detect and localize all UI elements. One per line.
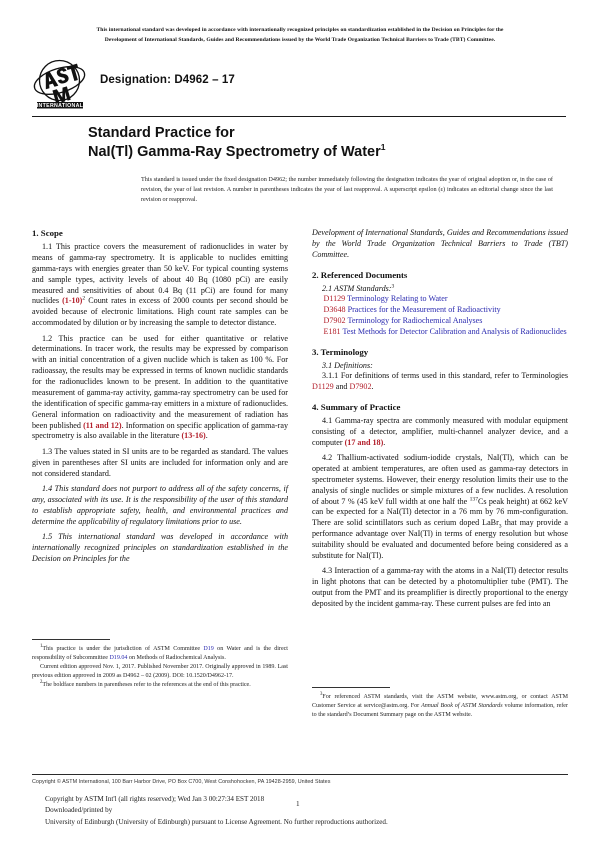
title-line-1: Standard Practice for (88, 125, 235, 141)
section-heading-summary-of-practice: 4. Summary of Practice (312, 401, 401, 412)
footnote-1 (32, 645, 288, 663)
ref-1-10[interactable]: (1-10) (62, 296, 83, 306)
footnote-3-text-a: For referenced ASTM standards, visit the ASTM website, www.astm.org, or contact ASTM Customer Service at service@astm.org. For (312, 694, 568, 709)
list-item[interactable] (312, 327, 568, 338)
footnote-1-text-b: on Water and is the direct responsibility of Subcommittee (32, 646, 288, 661)
subheading-3-1 (312, 361, 568, 370)
p-1-2-text-c: . (205, 431, 208, 441)
paragraph-3-1-1 (312, 371, 568, 393)
p-1-1-text-b: Count rates in excess of 2000 counts per second should be avoided because of electronic limitations. High count rate samples can be accommodated by dilution or by increasing the sample to detector distance. (32, 296, 288, 328)
page-number: 1 (296, 800, 300, 808)
paragraph-1-4: 1.4 This standard does not purport to address all of the safety concerns, if any, associated with its use. It is the responsibility of the user of this standard to establish appropriate safety, health, and environmental practices and determine the applicability of regulatory limitations prior to use. (32, 483, 288, 526)
ref-standard-title[interactable]: Terminology for Radiochemical Analyses (347, 316, 483, 326)
list-item[interactable] (312, 294, 568, 305)
paragraph-4-1 (312, 416, 568, 449)
footnote-1-marker: 1 (40, 643, 43, 649)
p-3-1-1-text-b: and (333, 382, 350, 391)
masthead-divider (32, 116, 566, 117)
license-line-3: University of Edinburgh (University of Edinburgh) pursuant to License Agreement. No further reproductions authorized. (45, 817, 388, 826)
p-3-1-1-text-a: 3.1.1 For definitions of terms used in this standard, refer to Terminologies (322, 371, 568, 381)
copyright-notice: Copyright © ASTM International, 100 Barr Harbor Drive, PO Box C700, West Conshohocken, PA 19428-2959, United States (32, 779, 331, 785)
footnote-edition: Current edition approved Nov. 1, 2017. Published November 2017. Originally approved in 1989. Last previous edition approved in 2009 as D4962 – 02 (2009). DOI: 10.1520/D4962-17. (32, 664, 288, 679)
subheading-3-1-label: 3.1 Definitions: (322, 361, 373, 371)
p-4-2-text-c: that may provide a performance advantage over NaI(Tl) in terms of energy resolution but whose suitability should be evaluated and documented before being considered as a substitute for NaI(Tl). (312, 518, 568, 560)
svg-text:INTERNATIONAL: INTERNATIONAL (36, 103, 84, 109)
ref-11-and-12[interactable]: (11 and 12) (83, 420, 122, 430)
referenced-standards-list (312, 294, 568, 339)
footnote-3-italic-title: Annual Book of ASTM Standards (421, 702, 503, 709)
footnote-marker-3: 3 (391, 282, 395, 289)
link-terminology-d1129[interactable]: D1129 (312, 382, 334, 391)
title-footnote-marker: 1 (380, 142, 386, 153)
isotope-mass-number: 137 (469, 495, 478, 502)
right-footnotes-block (312, 680, 568, 720)
footnote-2-marker: 2 (40, 680, 43, 686)
body-columns (32, 228, 568, 748)
p-4-2-text-b: Cs peak height) at 662 keV can be expected for a NaI(Tl) detector in a 76 mm by 76 mm-configuration. There are solid scintillators such as cerium doped LaBr (312, 496, 568, 528)
license-line-2: Downloaded/printed by (45, 806, 113, 815)
ref-standard-id[interactable]: D7902 (323, 316, 346, 326)
footnote-3-text-b: volume information, refer to the standard’s Document Summary page on the ASTM website. (312, 702, 568, 718)
footnote-divider-left (32, 639, 110, 640)
link-terminology-d7902[interactable]: D7902 (349, 382, 372, 391)
paragraph-1-5-continuation: Development of International Standards, Guides and Recommendations issued by the World Trade Organization Technical Barriers to Trade (TBT) Committee. (312, 228, 568, 259)
p-1-2-text-a: 1.2 This practice can be used for either quantitative or relative determinations. In tracer work, the results may be expressed by comparison with an initial concentration of a given nuclide which is taken as 100 %. For radioassay, the results may be expressed in terms of known nuclidic standards for the radionuclides known to be present. In addition to the quantitative measurement of gamma-ray activity, gamma-ray spectrometry can be used for the identification of specific gamma-ray emitters in a mixture of radionuclides. General information on radioactivity and the measurement of radiation has been published (32, 333, 288, 430)
list-item[interactable] (312, 305, 568, 316)
tbt-banner (34, 26, 566, 45)
footnote-1-text-a: This practice is under the jurisdiction of ASTM Committee (42, 646, 204, 652)
footer-divider (32, 774, 568, 775)
issue-note: This standard is issued under the fixed designation D4962; the number immediately following the designation indicates the year of original adoption or, in the case of revision, the year of last revision. A number in parentheses indicates the year of last reapproval. A superscript epsilon (ε) indicates an editorial change since the last revision or reapproval. (141, 175, 553, 203)
right-column (312, 228, 568, 718)
list-item[interactable] (312, 316, 568, 327)
page-title (88, 124, 566, 163)
p-3-1-1-text-c: . (371, 382, 374, 391)
footnote-3-marker: 3 (320, 691, 323, 697)
ref-standard-id[interactable]: E181 (323, 327, 341, 337)
designation-label: Designation: D4962 – 17 (100, 74, 235, 86)
p-4-1-text-b: . (383, 437, 386, 447)
left-column (32, 228, 288, 689)
paragraph-1-1 (32, 242, 288, 329)
ref-standard-title[interactable]: Test Methods for Detector Calibration and Analysis of Radionuclides (342, 327, 567, 337)
paragraph-1-2 (32, 334, 288, 443)
paragraph-4-3: 4.3 Interaction of a gamma-ray with the atoms in a NaI(Tl) detector results in light photons that can be detected by a photomultiplier tube (PMT). The output from the PMT and its preamplifier is directly proportional to the energy deposited by the incident gamma-ray. These current pulses are fed into an (312, 566, 568, 608)
tbt-banner-line-2: Development of International Standards, Guides and Recommendations issued by the World Trade Organization Technical Barriers to Trade (TBT) Committee. (104, 36, 496, 43)
section-heading-referenced-documents: 2. Referenced Documents (312, 269, 408, 280)
footnote-2-text: The boldface numbers in parentheses refer to the references at the end of this practice. (42, 682, 251, 689)
ref-standard-id[interactable]: D1129 (323, 293, 346, 303)
ref-standard-title[interactable]: Practices for the Measurement of Radioactivity (347, 304, 501, 314)
subheading-2-1 (312, 284, 568, 293)
p-1-1-text-a: 1.1 This practice covers the measurement of radionuclides in water by means of gamma-ray spectrometry. It is applicable to nuclides emitting gamma-rays with energies greater than 50 keV. For typical counting systems and sample types, activity levels of about 40 Bq (1080 pCi) are easily measured and sensitivities of about 0.4 Bq (11 pCi) are found for many nuclides (32, 242, 288, 306)
footnote-3 (312, 693, 568, 719)
footnote-1-text-c: on Methods of Radiochemical Analysis. (127, 654, 226, 661)
license-block (45, 794, 545, 828)
left-footnotes-block (32, 632, 288, 690)
p-4-1-text-a: 4.1 Gamma-ray spectra are commonly measured with modular equipment consisting of a detector, amplifier, multi-channel analyzer device, and a computer (312, 415, 568, 447)
right-footnotes (312, 693, 568, 719)
link-d19-04[interactable]: D19.04 (109, 654, 128, 661)
license-line-1: Copyright by ASTM Int'l (all rights reserved); Wed Jan 3 00:27:34 EST 2018 (45, 795, 265, 803)
masthead (32, 57, 566, 115)
subheading-2-1-label: 2.1 ASTM Standards: (322, 283, 392, 293)
section-heading-scope: 1. Scope (32, 228, 63, 238)
chemical-subscript: 3 (498, 523, 502, 530)
ref-13-16[interactable]: (13-16) (181, 431, 206, 441)
tbt-banner-line-1: This international standard was developed in accordance with internationally recognized principles on standardization established in the Decision on Principles for the (96, 27, 504, 33)
paragraph-1-5: 1.5 This international standard was developed in accordance with internationally recognized principles on standardization established in the Decision on Principles for the (32, 531, 288, 563)
p-4-2-text-a: 4.2 Thallium-activated sodium-iodide crystals, NaI(Tl), which can be operated at ambient temperatures, are often used as gamma-ray detectors in spectrometer systems. However, their energy resolution limits their use to the analysis of single nuclides or simple mixtures of a few nuclides. A resolution of about 7 % (45 keV full width at one half the (312, 453, 568, 506)
paragraph-4-2 (312, 453, 568, 562)
title-line-2: NaI(Tl) Gamma-Ray Spectrometry of Water (88, 144, 381, 161)
paragraph-1-3: 1.3 The values stated in SI units are to be regarded as standard. The values given in parentheses after SI units are included for information only and are not considered standard. (32, 446, 288, 478)
link-d19[interactable]: D19 (203, 646, 214, 652)
ref-standard-id[interactable]: D3648 (323, 304, 346, 314)
p-1-2-text-b: . Information on specific application of gamma-ray spectrometry is also available in the literature (32, 420, 288, 441)
title-block (88, 124, 566, 205)
footnote-2 (32, 681, 288, 690)
footnote-marker-2: 2 (82, 295, 86, 302)
ref-standard-title[interactable]: Terminology Relating to Water (347, 293, 448, 303)
section-heading-terminology: 3. Terminology (312, 347, 369, 358)
ref-17-and-18[interactable]: (17 and 18) (344, 437, 384, 447)
astm-logo-icon (32, 57, 90, 113)
footnote-divider-right (312, 687, 390, 688)
left-footnotes (32, 645, 288, 690)
